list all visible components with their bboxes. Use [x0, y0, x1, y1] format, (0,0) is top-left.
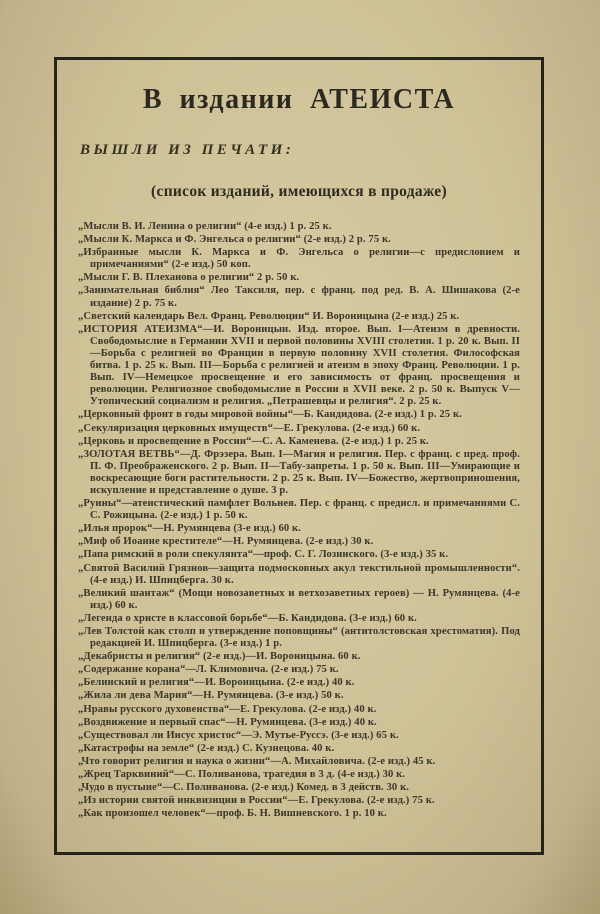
- catalog-entry: „Воздвижение и первый спас“—Н. Румянцева. (3-е изд.) 40 к.: [78, 716, 377, 728]
- catalog-entry: „Жила ли дева Мария“—Н. Румянцева. (3-е изд.) 50 к.: [78, 690, 344, 702]
- catalog-entry: „Церковь и просвещение в России“—С. А. Каменева. (2-е изд.) 1 р. 25 к.: [78, 435, 429, 447]
- availability-note: (список изданий, имеющихся в продаже): [151, 183, 447, 200]
- catalog-entry: „Катастрофы на земле“ (2-е изд.) С. Кузнецова. 40 к.: [78, 742, 335, 754]
- catalog-entry: „Церковный фронт в годы мировой войны“—Б. Кандидова. (2-е изд.) 1 р. 25 к.: [78, 409, 462, 421]
- catalog-entry: „Миф об Иоанне крестителе“—Н. Румянцева. (2-е изд.) 30 к.: [78, 536, 374, 548]
- catalog-entry: „Мысли В. И. Ленина о религии“ (4-е изд.) 1 р. 25 к.: [78, 221, 332, 232]
- catalog-entry: „Занимательная библия“ Лео Таксиля, пер. с франц. под ред. В. А. Шишакова (2-е издание) 2 р. 75 к.: [78, 285, 520, 309]
- catalog-entry: „Великий шантаж“ (Мощи новозаветных и ветхозаветных героев) — Н. Румянцева. (4-е изд.) 60 к.: [78, 587, 520, 611]
- catalog-entry: „Содержание корана“—Л. Климовича. (2-е изд.) 75 к.: [78, 664, 339, 676]
- catalog-entry: „Жрец Тарквиний“—С. Поливанова, трагедия в 3 д. (4-е изд.) 30 к.: [78, 769, 406, 781]
- catalog-entry: „Существовал ли Иисус христос“—Э. Мутье-Руссэ. (3-е изд.) 65 к.: [78, 729, 399, 741]
- catalog-entry: „Нравы русского духовенства“—Е. Грекулова. (2-е изд.) 40 к.: [78, 703, 377, 715]
- book-list: [78, 221, 520, 820]
- catalog-entry: „Что говорит религия и наука о жизни“—А. Михайловича. (2-е изд.) 45 к.: [78, 755, 436, 767]
- page-title: В издании АТЕИСТА: [142, 84, 456, 115]
- catalog-entry: „Мысли Г. В. Плеханова о религии“ 2 р. 50 к.: [78, 272, 300, 284]
- catalog-entry: „Белинский и религия“—И. Вороницына. (2-е изд.) 40 к.: [78, 677, 355, 689]
- catalog-entry: „Руины“—атеистический памфлет Вольнея. Пер. с франц. с предисл. и примечаниями С. С. Рожицына. (2-е изд.) 1 р. 50 к.: [78, 498, 520, 522]
- catalog-entry: „Избранные мысли К. Маркса и Ф. Энгельса о религии—с предисловием и примечаниями“ (2-е изд.) 50 коп.: [78, 247, 520, 271]
- catalog-entry: „Из истории святой инквизиции в России“—Е. Грекулова. (2-е изд.) 75 к.: [78, 795, 435, 807]
- catalog-entry: „Светский календарь Вел. Франц. Революции“ И. Вороницына (2-е изд.) 25 к.: [78, 310, 460, 322]
- catalog-entry: „Папа римский в роли спекулянта“—проф. С. Г. Лозинского. (3-е изд.) 35 к.: [78, 549, 449, 561]
- catalog-entry: „ЗОЛОТАЯ ВЕТВЬ“—Д. Фрэзера. Вып. I—Магия и религия. Пер. с франц. с пред. проф. П. Ф. Преображенского. 2 р. Вып. II—Табу-запреты. 1 р. 50 к. Вып. III—Умирающие и воскресающие боги растительности. 2 р. 25 к. Вып. IV—Божество, жертвоприношения, искупление и представление о душе. 3 р.: [78, 448, 520, 496]
- catalog-entry: „Чудо в пустыне“—С. Поливанова. (2-е изд.) Комед. в 3 действ. 30 к.: [78, 782, 410, 794]
- catalog-entry: „Святой Василий Грязнов—защита подмосковных акул текстильной промышленности“. (4-е изд.) И. Шпицберга. 30 к.: [78, 562, 520, 586]
- page-subtitle: ВЫШЛИ ИЗ ПЕЧАТИ:: [80, 142, 295, 158]
- catalog-entry: „Илья пророк“—Н. Румянцева (3-е изд.) 60 к.: [78, 523, 301, 535]
- catalog-entry: „Мысли К. Маркса и Ф. Энгельса о религии“ (2-е изд.) 2 р. 75 к.: [78, 234, 391, 246]
- catalog-entry: „Декабристы и религия“ (2-е изд.)—И. Вороницына. 60 к.: [78, 651, 361, 663]
- catalog-entry: „Лев Толстой как столп и утверждение поповщины“ (антитолстовская хрестоматия). Под редакцией И. Шпицберга. (3-е изд.) 1 р.: [78, 626, 520, 650]
- catalog-entry: „Секуляризация церковных имуществ“—Е. Грекулова. (2-е изд.) 60 к.: [78, 422, 421, 434]
- catalog-entry: „Легенда о христе в классовой борьбе“—Б. Кандидова. (3-е изд.) 60 к.: [78, 612, 417, 624]
- catalog-entry: „ИСТОРИЯ АТЕИЗМА“—И. Вороницын. Изд. второе. Вып. I—Атеизм в древности. Свободомыслие в Германии XVII и первой половины XVIII столетия. 1 р. 20 к. Вып. II—Борьба с религией во Франции в первую половину XVII столетия. Философская битва. 1 р. 25 к. Вып. III—Борьба с религией и атеизм в эпоху Франц. Революции. 1 р. Вып. IV—Немецкое просвещение и его зависимость от франц. просвещения и революции. Религиозное свободомыслие в России в XVII веке. 2 р. 50 к. Выпуск V—Утопический социализм и религия. „Петрашевцы и религия“. 2 р. 25 к.: [78, 323, 520, 408]
- catalog-entry: „Как произошел человек“—проф. Б. Н. Вишневского. 1 р. 10 к.: [78, 808, 387, 820]
- page-border-frame: [54, 57, 544, 855]
